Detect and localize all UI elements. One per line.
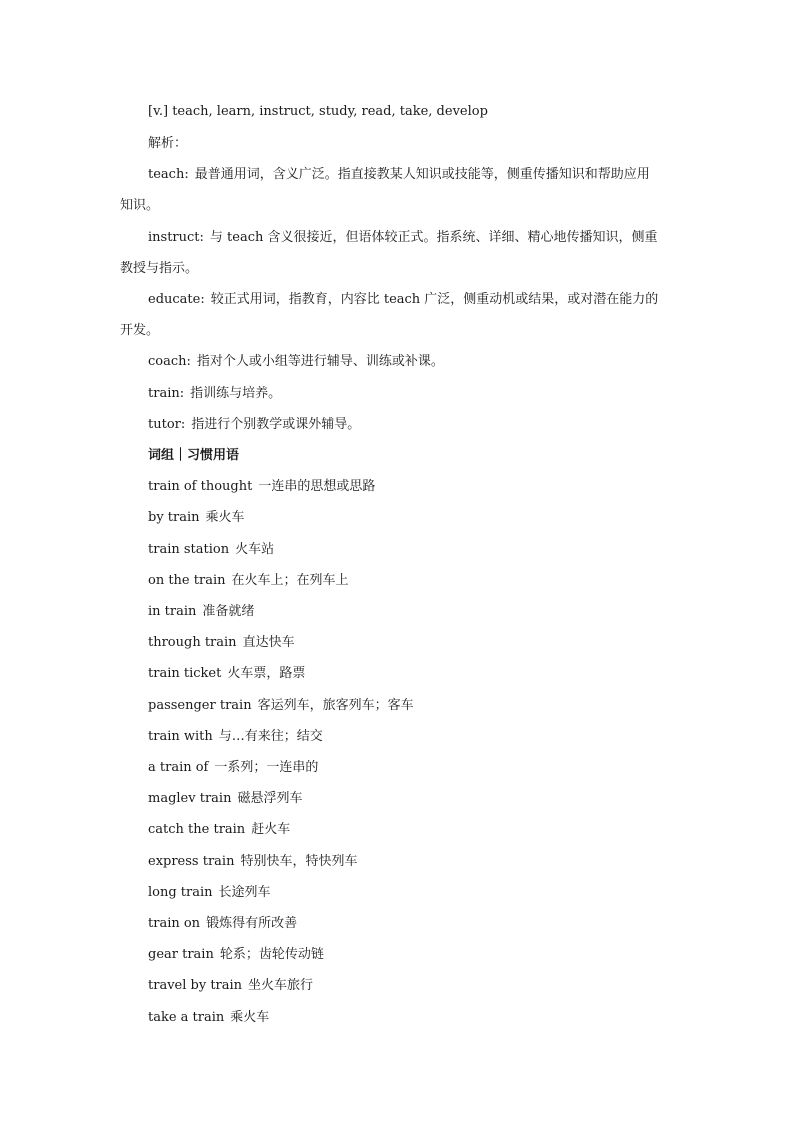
entry-desc: 指进行个别教学或课外辅导。 xyxy=(191,417,361,432)
entry-teach-line-2: 知识。 xyxy=(120,198,160,213)
phrase-item xyxy=(148,698,414,714)
phrase-item xyxy=(148,635,295,651)
phrase-zh: 准备就绪 xyxy=(202,604,255,619)
phrase-zh: 赶火车 xyxy=(251,822,291,837)
phrase-zh: 长途列车 xyxy=(218,885,271,900)
entry-educate-line-2: 开发。 xyxy=(120,323,160,338)
entry-tutor xyxy=(148,417,360,433)
phrase-en: on the train xyxy=(148,573,226,588)
phrase-item xyxy=(148,947,324,963)
phrase-zh: 直达快车 xyxy=(242,635,295,650)
phrase-en: express train xyxy=(148,854,235,869)
phrase-zh: 客运列车，旅客列车；客车 xyxy=(257,698,414,713)
phrase-en: gear train xyxy=(148,947,214,962)
entry-instruct-line-2: 教授与指示。 xyxy=(120,261,199,276)
entry-coach xyxy=(148,354,444,370)
entry-train xyxy=(148,386,281,402)
phrase-zh: 与…有来往；结交 xyxy=(218,729,323,744)
entry-desc: 与 teach 含义很接近，但语体较正式。指系统、详细、精心地传播知识，侧重 xyxy=(209,230,658,245)
phrase-zh: 锻炼得有所改善 xyxy=(206,916,298,931)
entry-teach-line-1 xyxy=(148,167,650,183)
phrase-zh: 乘火车 xyxy=(205,510,245,525)
entry-desc: 较正式用词，指教育，内容比 teach 广泛，侧重动机或结果，或对潜在能力的 xyxy=(210,292,659,307)
entry-desc: 指对个人或小组等进行辅导、训练或补课。 xyxy=(196,354,444,369)
phrase-item xyxy=(148,854,357,870)
phrase-en: long train xyxy=(148,885,213,900)
entry-term: train: xyxy=(148,386,185,401)
phrase-item xyxy=(148,479,375,495)
phrase-en: passenger train xyxy=(148,698,252,713)
phrase-item xyxy=(148,729,323,745)
phrases-heading: 词组｜习惯用语 xyxy=(148,448,240,463)
phrase-en: through train xyxy=(148,635,237,650)
phrase-en: in train xyxy=(148,604,197,619)
phrase-item xyxy=(148,1010,269,1026)
phrase-en: a train of xyxy=(148,760,209,775)
phrase-en: catch the train xyxy=(148,822,246,837)
phrase-item xyxy=(148,760,318,776)
phrase-item xyxy=(148,510,245,526)
phrase-en: by train xyxy=(148,510,200,525)
entry-educate-line-1 xyxy=(148,292,658,308)
entry-desc: 指训练与培养。 xyxy=(190,386,282,401)
phrase-en: train with xyxy=(148,729,213,744)
phrase-zh: 在火车上；在列车上 xyxy=(231,573,349,588)
phrase-item xyxy=(148,978,313,994)
phrase-en: train of thought xyxy=(148,479,253,494)
phrase-zh: 火车票，路票 xyxy=(227,666,306,681)
phrase-en: train station xyxy=(148,542,230,557)
entry-desc: 最普通用词，含义广泛。指直接教某人知识或技能等，侧重传播知识和帮助应用 xyxy=(194,167,650,182)
entry-term: educate: xyxy=(148,292,205,307)
phrase-zh: 一系列；一连串的 xyxy=(214,760,319,775)
phrase-item xyxy=(148,822,290,838)
phrase-item xyxy=(148,604,254,620)
phrase-en: take a train xyxy=(148,1010,225,1025)
entry-term: coach: xyxy=(148,354,191,369)
phrase-en: travel by train xyxy=(148,978,243,993)
entry-term: instruct: xyxy=(148,230,204,245)
synonyms-line: [v.] teach, learn, instruct, study, read, take, develop xyxy=(148,104,488,119)
phrase-item xyxy=(148,916,297,932)
phrase-zh: 一连串的思想或思路 xyxy=(258,479,376,494)
entry-term: teach: xyxy=(148,167,189,182)
phrase-item xyxy=(148,885,271,901)
phrase-item xyxy=(148,666,305,682)
phrase-en: train ticket xyxy=(148,666,222,681)
phrase-zh: 轮系；齿轮传动链 xyxy=(219,947,324,962)
phrase-en: maglev train xyxy=(148,791,232,806)
entry-instruct-line-1 xyxy=(148,230,658,246)
phrase-zh: 火车站 xyxy=(235,542,275,557)
phrase-en: train on xyxy=(148,916,201,931)
phrase-zh: 磁悬浮列车 xyxy=(237,791,303,806)
phrase-zh: 乘火车 xyxy=(230,1010,270,1025)
analysis-label: 解析： xyxy=(148,136,188,151)
entry-term: tutor: xyxy=(148,417,186,432)
phrase-zh: 坐火车旅行 xyxy=(248,978,314,993)
phrase-zh: 特别快车，特快列车 xyxy=(240,854,358,869)
phrase-item xyxy=(148,791,302,807)
phrase-item xyxy=(148,573,349,589)
phrase-item xyxy=(148,542,274,558)
